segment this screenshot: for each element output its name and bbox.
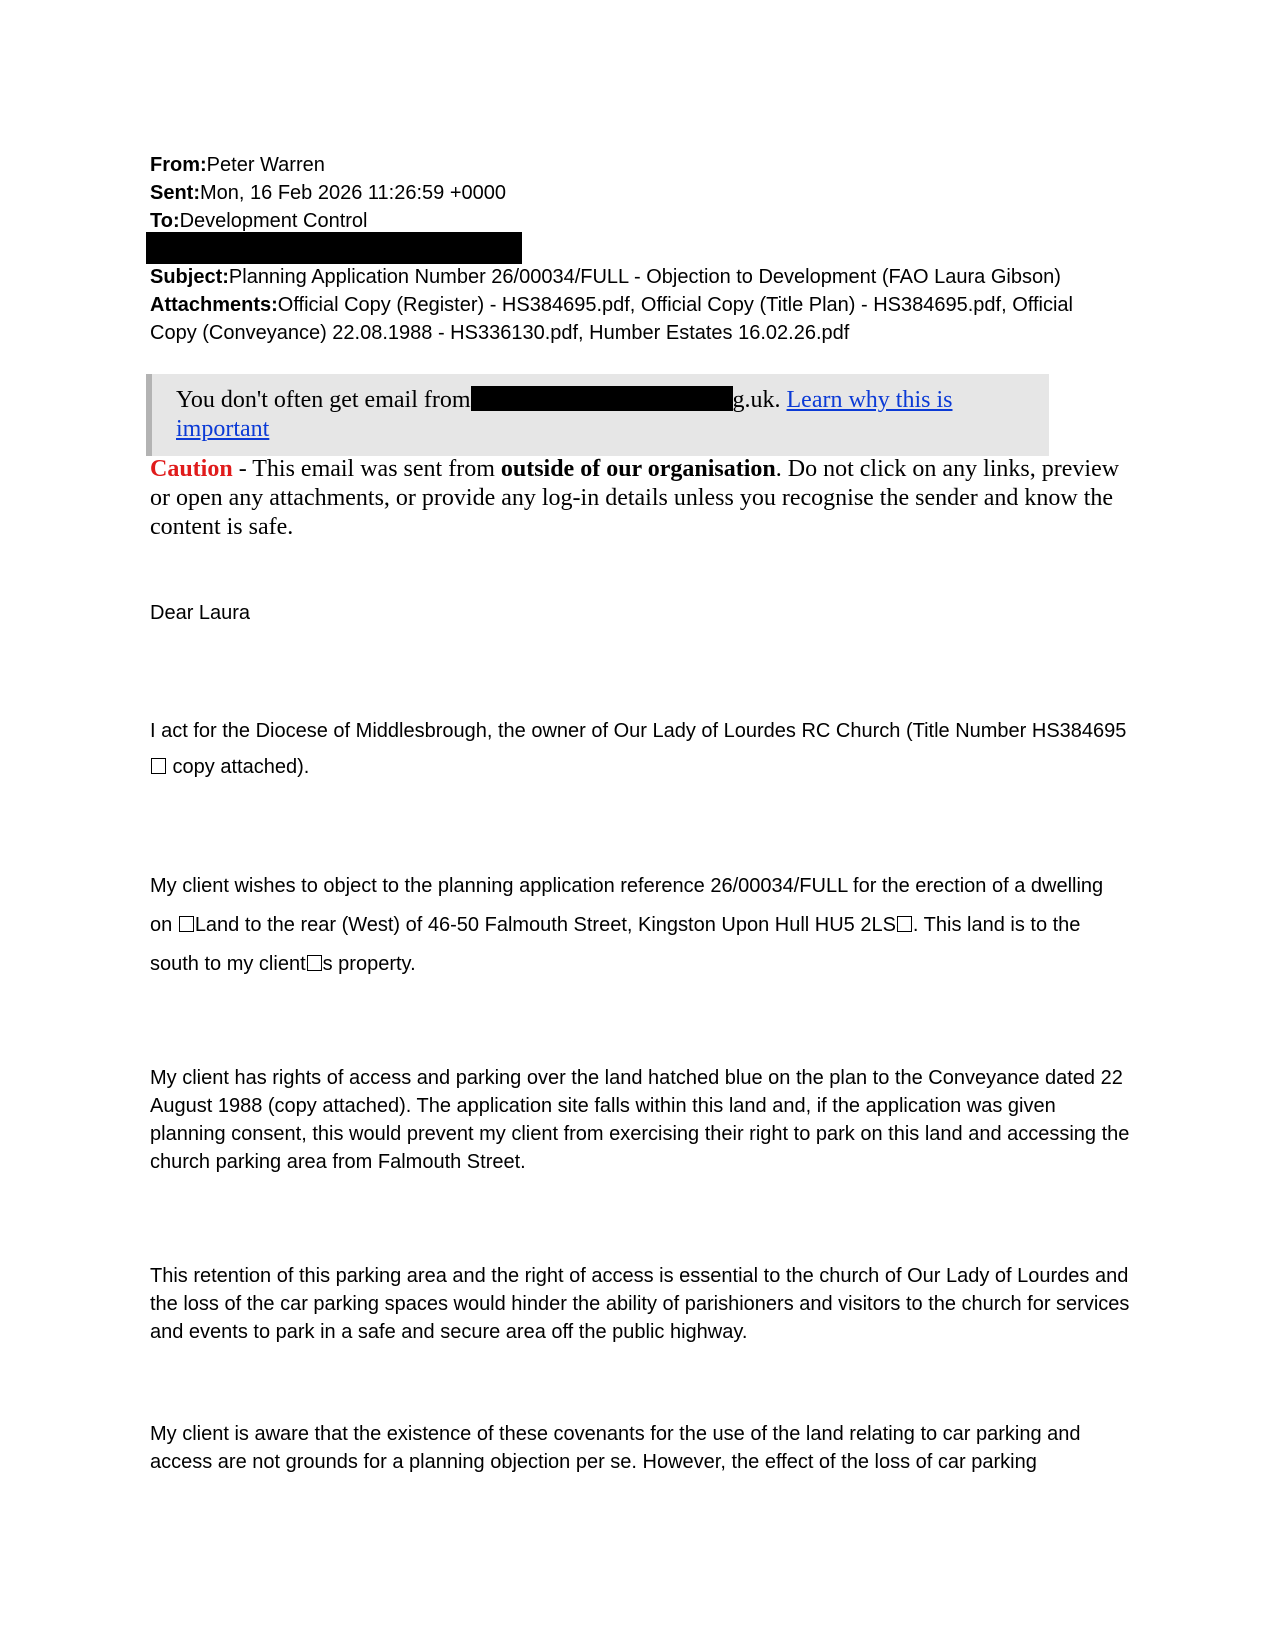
paragraph-objection [150,867,1130,984]
paragraph-rights-of-access: My client has rights of access and parking over the land hatched blue on the plan to the Conveyance dated 22 August 1988 (copy attached). The application site falls within this land and, if the application was given planning consent, this would prevent my client from exercising their right to park on this land and accessing the church parking area from Falmouth Street. [150,1067,1130,1173]
sent-line [150,179,1110,207]
banner-redaction [471,386,733,411]
sent-value: Mon, 16 Feb 2026 11:26:59 +0000 [200,182,506,204]
p1-text-b: copy attached). [167,756,310,778]
greeting: Dear Laura [150,602,251,624]
paragraph-covenants: My client is aware that the existence of these covenants for the use of the land relating to car parking and access are not grounds for a planning objection per se. However, the effect of the loss of car parking [150,1423,1081,1473]
redaction-bar [146,232,522,264]
p2-text-c: . This land is to the south to my client [150,914,1081,975]
missing-glyph-box [151,758,166,774]
external-sender-banner [146,374,1049,456]
to-line [150,207,1110,235]
p1-text-a: I act for the Diocese of Middlesbrough, the owner of Our Lady of Lourdes RC Church (Title Number HS384695 [150,720,1127,742]
caution-bold-text: outside of our organisation [500,456,776,482]
caution-text-2: . Do not click on any links, preview or open any attachments, or provide any log-in details unless you recognise the sender and know the content is safe. [150,456,1120,540]
paragraph-parking-retention: This retention of this parking area and the right of access is essential to the church of Our Lady of Lourdes and the loss of the car parking spaces would hinder the ability of parishioners and visitors to the church for services and events to park in a safe and secure area off the public highway. [150,1265,1130,1343]
missing-glyph-box [179,916,194,932]
from-label: From: [150,154,207,176]
missing-glyph-box [307,955,322,971]
banner-text [176,386,996,444]
p2-text-b: Land to the rear (West) of 46-50 Falmouth Street, Kingston Upon Hull HU5 2LS [194,914,896,936]
caution-text-1: - This email was sent from [232,456,501,482]
banner-text-before: You don't often get email from [176,387,471,413]
subject-label: Subject: [150,266,229,288]
from-value: Peter Warren [206,154,325,176]
paragraph-client-intro [150,713,1130,785]
subject-value: Planning Application Number 26/00034/FULL - Objection to Development (FAO Laura Gibson) [228,266,1061,288]
to-value: Development Control [179,210,368,232]
missing-glyph-box [897,916,912,932]
p2-text-a: My client wishes to object to the planning application reference 26/00034/FULL for the erection of a dwelling on [150,875,1104,936]
banner-text-after: g.uk. [732,387,787,413]
to-label: To: [150,210,180,232]
from-line [150,151,1110,179]
p2-text-d: s property. [322,953,416,975]
caution-word: Caution [150,456,233,482]
attachments-line [150,291,1110,347]
attachments-value: Official Copy (Register) - HS384695.pdf, Official Copy (Title Plan) - HS384695.pdf, Official Copy (Conveyance) 22.08.1988 - HS336130.pdf, Humber Estates 16.02.26.pdf [150,294,1073,344]
sent-label: Sent: [150,182,200,204]
caution-notice [150,455,1130,542]
email-header-subject-attachments [150,263,1110,347]
email-header [150,151,1110,235]
subject-line [150,263,1110,291]
attachments-label: Attachments: [150,294,278,316]
learn-why-link[interactable]: Learn why this is important [176,387,953,442]
